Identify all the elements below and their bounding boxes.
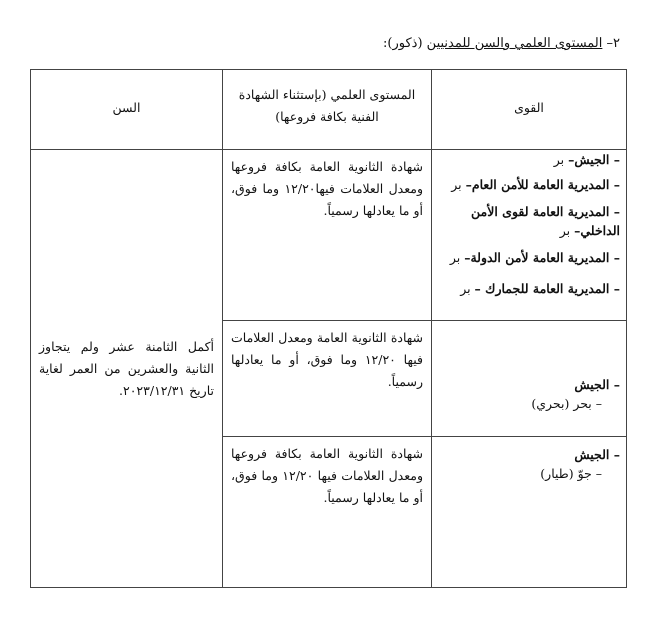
- age-cell: [31, 150, 223, 588]
- force-item: – الجيش– بر: [553, 152, 620, 168]
- section-heading: [383, 36, 620, 51]
- forces-cell: [432, 321, 627, 437]
- level-text: شهادة الثانوية العامة بكافة فروعها ومعدل العلامات فيها١٢/٢٠ وما فوق، أو ما يعادلها رسمياً.: [231, 159, 424, 219]
- force-item: – الجيش: [574, 447, 620, 463]
- force-item: – بحر (بحري): [531, 396, 602, 412]
- header-age: السن: [31, 70, 223, 150]
- level-text: شهادة الثانوية العامة ومعدل العلامات فيها ١٢/٢٠ وما فوق، أو ما يعادلها رسمياً.: [231, 330, 423, 390]
- heading-text: المستوى العلمي والسن للمدنيين: [426, 36, 603, 51]
- level-cell: [223, 437, 432, 588]
- level-cell: [223, 150, 432, 321]
- force-item: – المديرية العامة لقوى الأمن الداخلي– بر: [471, 204, 620, 239]
- age-text: أكمل الثامنة عشر ولم يتجاوز الثانية والعشرين من العمر لغاية تاريخ ٢٠٢٣/١٢/٣١.: [39, 338, 214, 398]
- header-level: المستوى العلمي (بإستثناء الشهادة الفنية بكافة فروعها): [223, 70, 432, 150]
- forces-cell: [432, 437, 627, 588]
- force-item: – المديرية العامة للجمارك – بر: [460, 281, 620, 297]
- force-item: – جوّ (طيار): [540, 466, 602, 482]
- requirements-table: [30, 69, 627, 588]
- force-item: – الجيش: [574, 377, 620, 393]
- force-item: – المديرية العامة لأمن الدولة– بر: [449, 250, 620, 266]
- heading-suffix: (ذكور):: [383, 36, 423, 51]
- heading-number: ٢–: [606, 36, 620, 51]
- level-text: شهادة الثانوية العامة بكافة فروعها ومعدل العلامات فيها ١٢/٢٠ وما فوق، أو ما يعادلها رسمياً.: [231, 446, 424, 506]
- force-item: – المديرية العامة للأمن العام– بر: [451, 177, 620, 193]
- table-row: [31, 150, 627, 321]
- level-cell: [223, 321, 432, 437]
- table-header-row: [31, 70, 627, 150]
- forces-cell: [432, 150, 627, 321]
- header-forces: القوى: [432, 70, 627, 150]
